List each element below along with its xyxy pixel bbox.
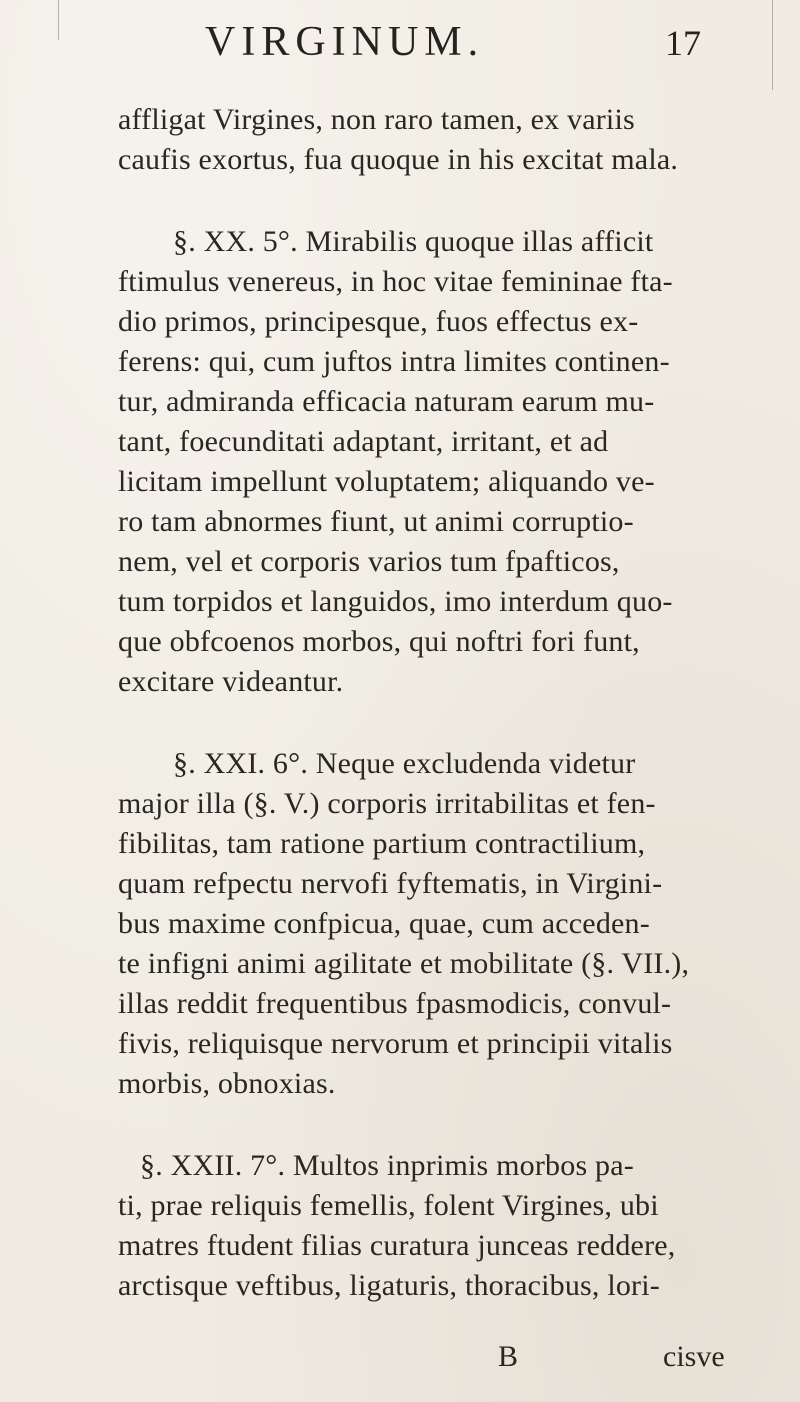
paragraph-section-xxi xyxy=(118,744,718,1104)
text-line: ti, prae reliquis femellis, folent Virgines, ubi xyxy=(118,1189,659,1222)
text-line: que obfcoenos morbos, qui noftri fori funt, xyxy=(118,625,640,658)
text-line: ferens: qui, cum juftos intra limites continen- xyxy=(118,345,670,378)
page-footer xyxy=(118,1340,725,1380)
text-line: te infigni animi agilitate et mobilitate (§. VII.), xyxy=(118,947,690,980)
text-line: illas reddit frequentibus fpasmodicis, convul- xyxy=(118,987,672,1020)
text-line: fivis, reliquisque nervorum et principii vitalis xyxy=(118,1027,673,1060)
text-line: major illa (§. V.) corporis irritabilitas et fen- xyxy=(118,787,656,820)
text-line: quam refpectu nervofi fyftematis, in Virgini- xyxy=(118,867,663,900)
text-line: dio primos, principesque, fuos effectus ex- xyxy=(118,305,639,338)
text-line: arctisque veftibus, ligaturis, thoracibus, lori- xyxy=(118,1269,660,1302)
text-line: morbis, obnoxias. xyxy=(118,1067,336,1100)
paragraph-spacer xyxy=(118,180,718,222)
page-header xyxy=(0,18,800,78)
section-heading-line: §. XXII. 7°. Multos inprimis morbos pa- xyxy=(140,1149,634,1182)
paragraph-spacer xyxy=(118,1104,718,1146)
section-heading-line: §. XX. 5°. Mirabilis quoque illas afficit xyxy=(173,225,654,258)
text-line: nem, vel et corporis varios tum fpafticos, xyxy=(118,545,620,578)
paragraph-section-xxii xyxy=(118,1146,718,1306)
text-line: tant, foecunditati adaptant, irritant, et ad xyxy=(118,425,609,458)
text-line: fibilitas, tam ratione partium contractilium, xyxy=(118,827,646,860)
signature-mark: B xyxy=(498,1340,519,1373)
section-heading-line: §. XXI. 6°. Neque excludenda videtur xyxy=(173,747,636,780)
scan-artifact-line xyxy=(58,0,59,40)
text-line: excitare videantur. xyxy=(118,665,344,698)
running-head: VIRGINUM. xyxy=(205,19,485,65)
page-number: 17 xyxy=(665,23,701,63)
paragraph-section-xx xyxy=(118,222,718,702)
text-line: licitam impellunt voluptatem; aliquando ve- xyxy=(118,465,655,498)
text-line: ro tam abnormes fiunt, ut animi corruptio- xyxy=(118,505,634,538)
text-line: caufis exortus, fua quoque in his excitat mala. xyxy=(118,143,679,176)
body-text xyxy=(118,100,718,1306)
text-line: bus maxime confpicua, quae, cum acceden- xyxy=(118,907,650,940)
text-line: tum torpidos et languidos, imo interdum quo- xyxy=(118,585,673,618)
paragraph-spacer xyxy=(118,702,718,744)
text-line: matres ftudent filias curatura junceas reddere, xyxy=(118,1229,676,1262)
scan-artifact-line xyxy=(772,0,773,90)
catchword: cisve xyxy=(663,1340,725,1373)
text-line: affligat Virgines, non raro tamen, ex variis xyxy=(118,103,635,136)
text-line: ftimulus venereus, in hoc vitae femininae fta- xyxy=(118,265,673,298)
text-line: tur, admiranda efficacia naturam earum mu- xyxy=(118,385,655,418)
paragraph-continuation xyxy=(118,100,718,180)
